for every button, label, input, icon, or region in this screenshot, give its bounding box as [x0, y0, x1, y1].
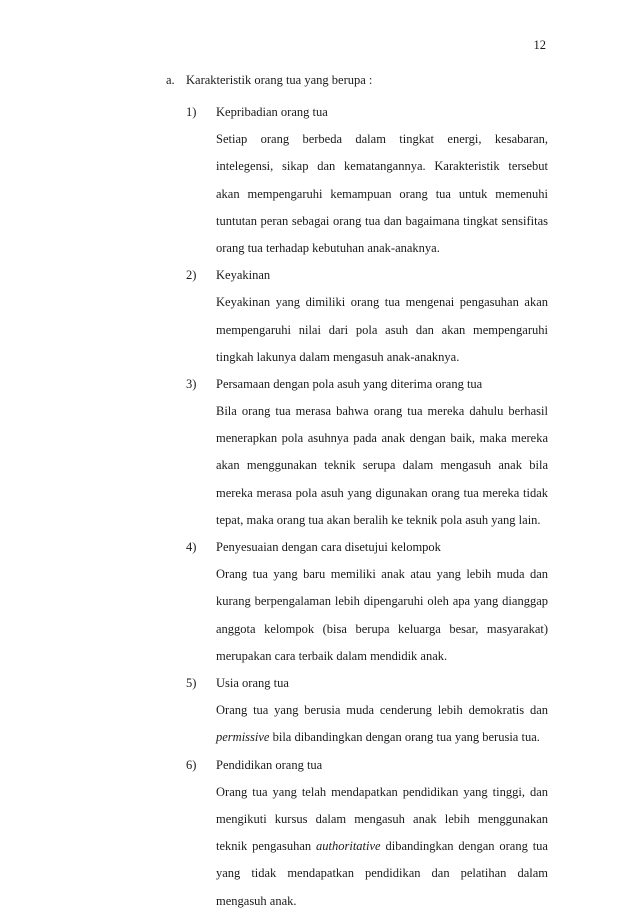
list-item-usia — [166, 670, 548, 752]
page-number: 12 — [533, 38, 546, 52]
item-body — [216, 697, 548, 751]
item-number: 2) — [186, 268, 197, 283]
body-line: Keyakinan yang dimiliki orang tua mengenai pengasuhan akan — [216, 295, 548, 310]
body-line: Orang tua yang telah mendapatkan pendidikan yang tinggi, dan — [216, 784, 548, 799]
list-item-persamaan-pola-asuh — [166, 371, 548, 534]
item-title: Persamaan dengan pola asuh yang diterima orang tua — [216, 376, 483, 391]
section-a — [166, 69, 548, 915]
item-title: Penyesuaian dengan cara disetujui kelompok — [216, 540, 441, 555]
item-number: 4) — [186, 540, 197, 555]
list-item-pendidikan — [166, 752, 548, 915]
body-text: bila dibandingkan dengan orang tua yang berusia tua. — [269, 730, 540, 745]
item-body — [216, 398, 548, 534]
body-line: Bila orang tua merasa bahwa orang tua mereka dahulu berhasil — [216, 404, 548, 419]
body-line: mereka merasa pola asuh yang digunakan orang tua mereka tidak — [216, 485, 548, 500]
body-line: akan mempengaruhi kemampuan orang tua untuk memenuhi — [216, 186, 548, 201]
body-line: orang tua terhadap kebutuhan anak-anaknya. — [216, 240, 440, 255]
body-line: Setiap orang berbeda dalam tingkat energi, kesabaran, — [216, 132, 548, 147]
item-body — [216, 561, 548, 670]
body-text: teknik pengasuhan — [216, 839, 317, 854]
section-heading — [166, 69, 548, 99]
item-body — [216, 779, 548, 915]
body-line: menerapkan pola asuhnya pada anak dengan baik, maka mereka — [216, 431, 548, 446]
body-line: tuntutan peran sebagai orang tua dan bagaimana tingkat sensifitas — [216, 213, 548, 228]
item-title: Keyakinan — [216, 268, 271, 283]
item-number: 5) — [186, 676, 197, 690]
body-line: tingkah lakunya dalam mengasuh anak-anaknya. — [216, 349, 460, 364]
item-title: Pendidikan orang tua — [216, 757, 323, 772]
body-line: anggota kelompok (bisa berupa keluarga besar, masyarakat) — [216, 621, 548, 636]
body-line: tepat, maka orang tua akan beralih ke teknik pola asuh yang lain. — [216, 512, 541, 527]
italic-term: permissive — [216, 730, 270, 745]
body-line: kurang berpengalaman lebih dipengaruhi oleh apa yang dianggap — [216, 594, 548, 609]
body-line: yang tidak mendapatkan pendidikan dan pelatihan dalam — [216, 866, 548, 881]
body-line: Orang tua yang berusia muda cenderung lebih demokratis dan — [216, 703, 548, 718]
body-line: mempengaruhi nilai dari pola asuh dan akan mempengaruhi — [216, 322, 548, 337]
item-body — [216, 126, 548, 262]
list-item-keyakinan — [166, 262, 548, 371]
item-title: Usia orang tua — [216, 676, 289, 690]
body-line: mengasuh anak. — [216, 893, 297, 908]
item-title: Kepribadian orang tua — [216, 105, 328, 119]
body-line: merupakan cara terbaik dalam mendidik anak. — [216, 648, 448, 663]
item-number: 3) — [186, 376, 197, 391]
body-line — [216, 833, 548, 860]
body-line: intelegensi, sikap dan kematangannya. Karakteristik tersebut — [216, 159, 548, 174]
body-text: dibandingkan dengan orang tua — [380, 839, 548, 854]
item-number: 6) — [186, 757, 197, 772]
italic-term: authoritative — [316, 839, 381, 854]
section-letter: a. — [166, 73, 175, 87]
item-body — [216, 289, 548, 371]
section-title: Karakteristik orang tua yang berupa : — [186, 73, 373, 87]
body-line: mengikuti kursus dalam mengasuh anak lebih menggunakan — [216, 811, 548, 826]
list-item-kepribadian — [166, 99, 548, 262]
list-item-penyesuaian — [166, 534, 548, 670]
body-line: akan menggunakan teknik serupa dalam mengasuh anak bila — [216, 458, 548, 473]
item-number: 1) — [186, 105, 197, 119]
body-line — [216, 724, 548, 751]
body-line: Orang tua yang baru memiliki anak atau yang lebih muda dan — [216, 567, 548, 582]
